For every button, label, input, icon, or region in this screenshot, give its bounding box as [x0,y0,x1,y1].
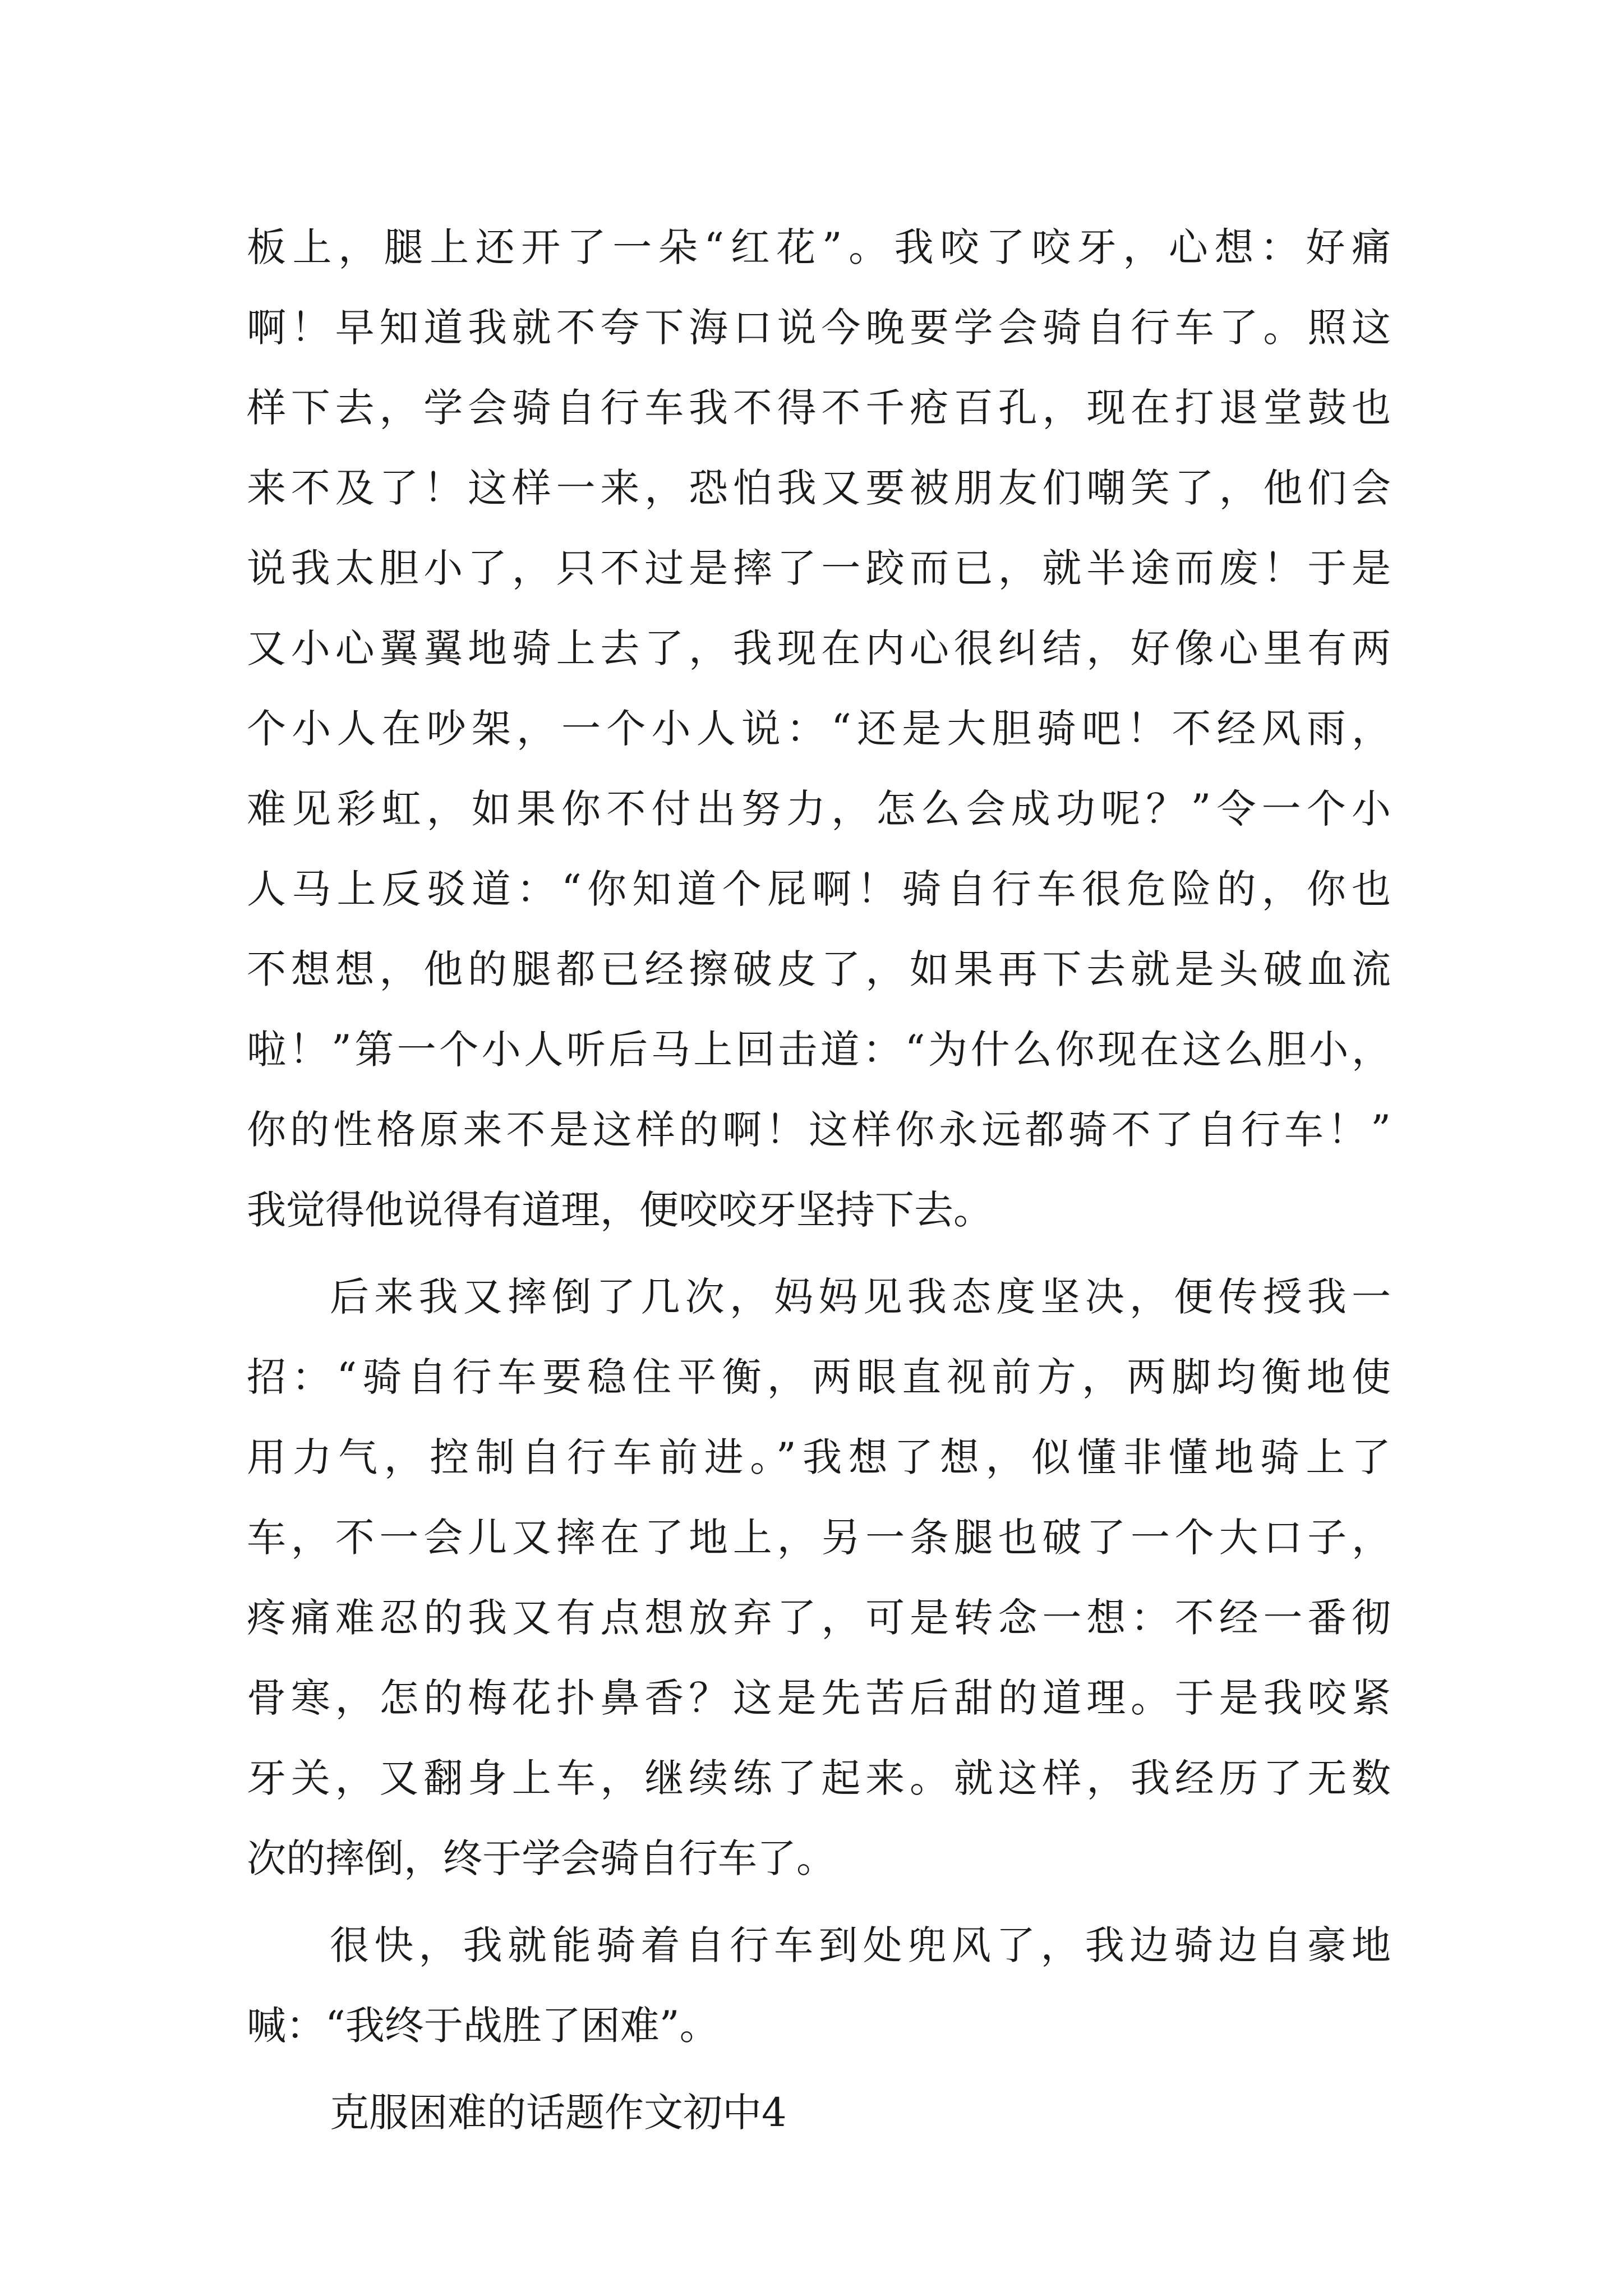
text-line: 次的摔倒，终于学会骑自行车了。 [247,1835,836,1881]
paragraph [247,1906,1391,2066]
text-line: 又小心翼翼地骑上去了，我现在内心很纠结，好像心里有两 [247,625,1391,671]
text-line: 人马上反驳道：“你知道个屁啊！骑自行车很危险的，你也 [247,866,1391,912]
text-line: 板上，腿上还开了一朵“红花”。我咬了咬牙，心想：好痛 [247,224,1391,270]
text-line: 个小人在吵架，一个小人说：“还是大胆骑吧！不经风雨， [247,706,1391,752]
text-line: 车，不一会儿又摔在了地上，另一条腿也破了一个大口子， [247,1515,1391,1561]
paragraph [247,208,1391,1250]
text-line: 难见彩虹，如果你不付出努力，怎么会成功呢？”令一个小 [247,786,1391,832]
text-line: 你的性格原来不是这样的啊！这样你永远都骑不了自行车！” [247,1107,1391,1153]
text-line: 招：“骑自行车要稳住平衡，两眼直视前方，两脚均衡地使 [247,1354,1391,1400]
text-line: 牙关，又翻身上车，继续练了起来。就这样，我经历了无数 [247,1755,1391,1801]
text-line: 我觉得他说得有道理，便咬咬牙坚持下去。 [247,1187,993,1233]
text-line: 啊！早知道我就不夸下海口说今晚要学会骑自行车了。照这 [247,305,1391,351]
paragraph [247,1257,1391,1899]
text-line: 样下去，学会骑自行车我不得不千疮百孔，现在打退堂鼓也 [247,385,1391,431]
section-heading [247,2073,1391,2153]
text-line: 骨寒，怎的梅花扑鼻香？这是先苦后甜的道理。于是我咬紧 [247,1675,1391,1721]
text-line: 很快，我就能骑着自行车到处兜风了，我边骑边自豪地 [330,1922,1391,1968]
text-line: 不想想，他的腿都已经擦破皮了，如果再下去就是头破血流 [247,946,1391,992]
text-line: 用力气，控制自行车前进。”我想了想，似懂非懂地骑上了 [247,1434,1391,1480]
text-line: 说我太胆小了，只不过是摔了一跤而已，就半途而废！于是 [247,545,1391,591]
text-line: 疼痛难忍的我又有点想放弃了，可是转念一想：不经一番彻 [247,1595,1391,1641]
document-body [247,208,1391,2153]
text-line: 啦！”第一个小人听后马上回击道：“为什么你现在这么胆小， [247,1027,1391,1073]
heading-line: 克服困难的话题作文初中4 [330,2090,787,2136]
text-line: 来不及了！这样一来，恐怕我又要被朋友们嘲笑了，他们会 [247,465,1391,511]
text-line: 喊：“我终于战胜了困难”。 [247,2003,719,2049]
text-line: 后来我又摔倒了几次，妈妈见我态度坚决，便传授我一 [330,1274,1391,1320]
